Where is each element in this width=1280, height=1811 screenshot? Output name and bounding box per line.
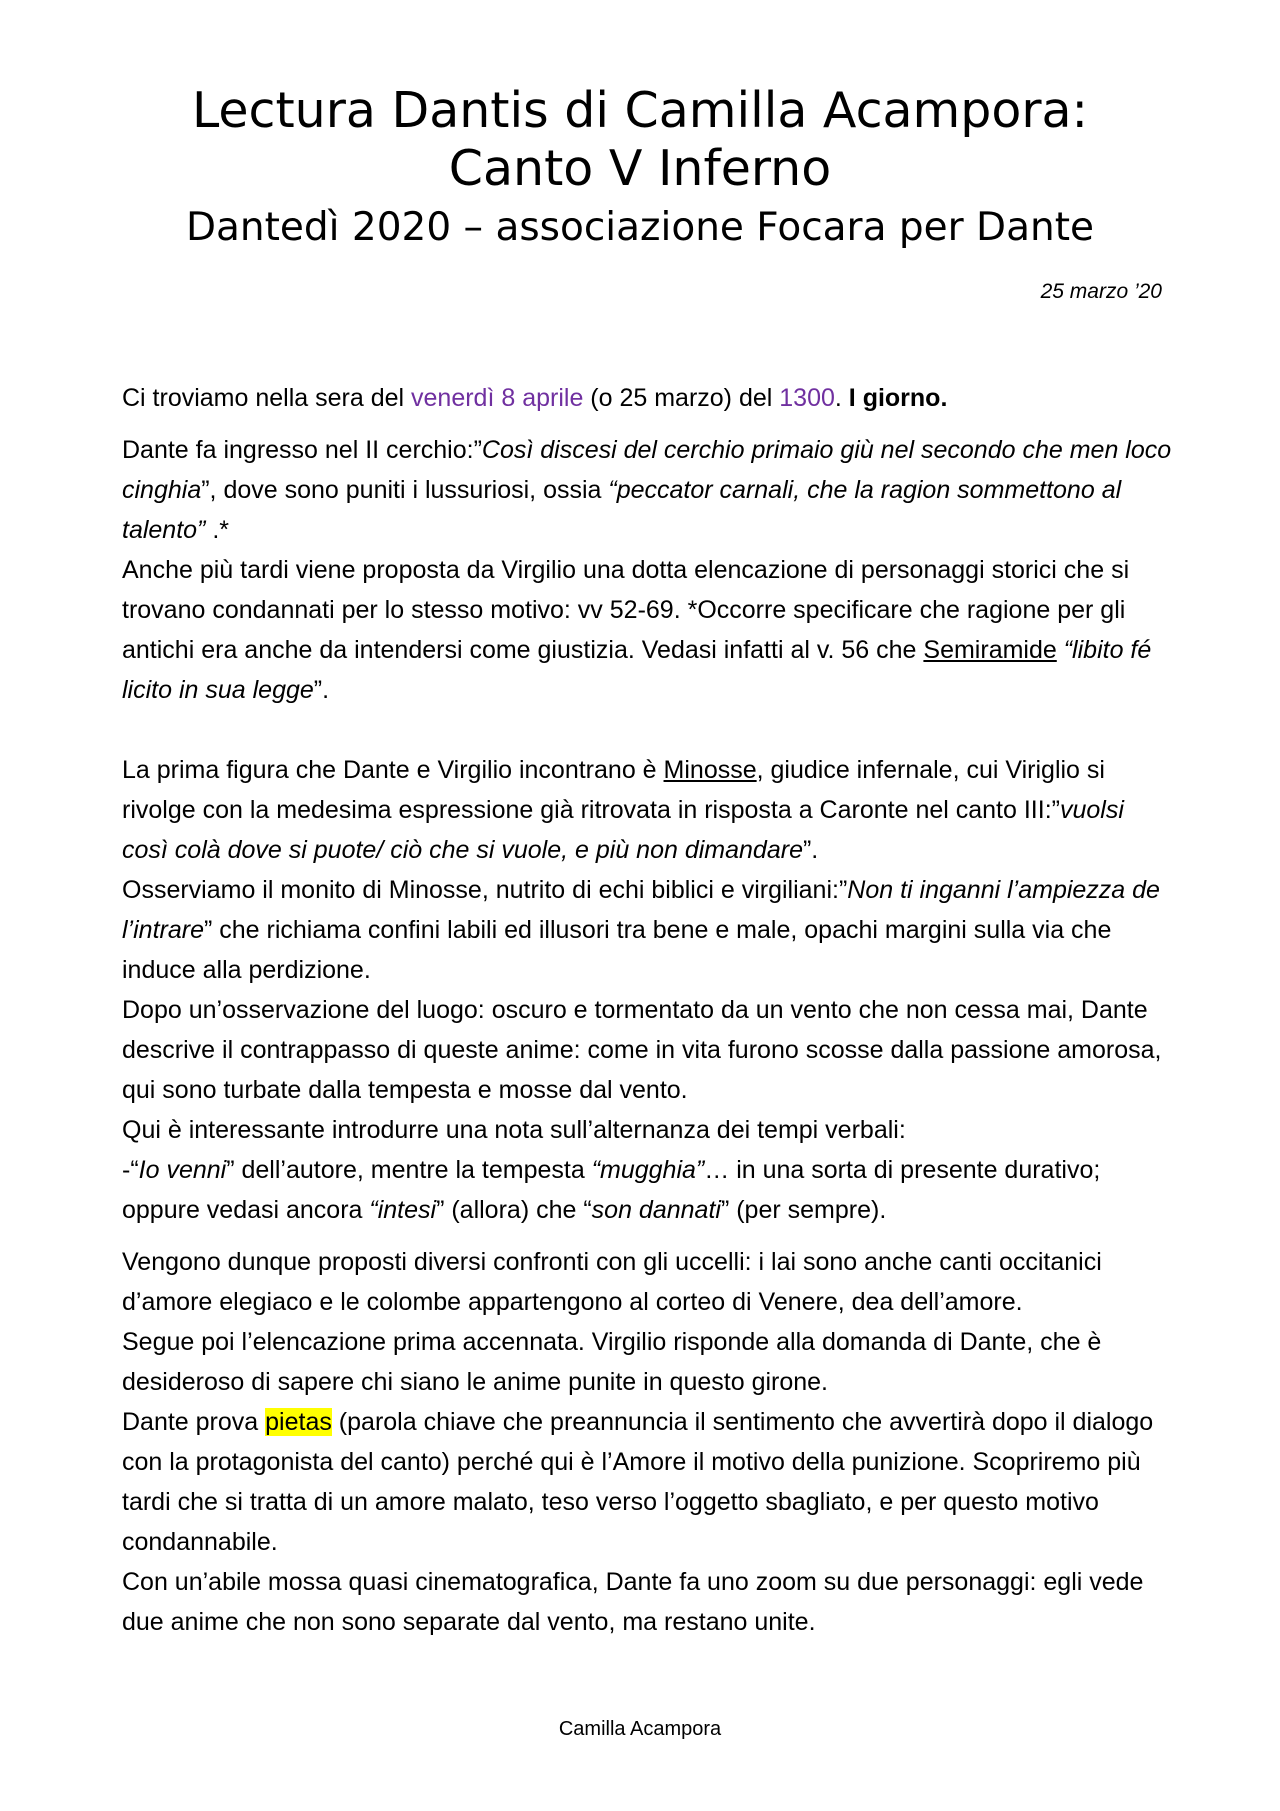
text: (o 25 marzo) del [583,384,780,412]
quote: “libito fé licito in sua legge [122,636,1152,704]
text: ”. [802,836,819,864]
paragraph-12: Con un’abile mossa quasi cinematografica, Dante fa uno zoom su due personaggi: egli vede due anime che non sono separate dal vento, ma restano unite. [122,1568,1144,1636]
paragraph-3 [122,550,1172,710]
text: Anche più tardi viene proposta da Virgilio una dotta elencazione di personaggi storici che si trovano condannati per lo stesso motivo: vv 52-69. *Occorre specificare che ragione per gli antichi era anche da intendersi come giustizia. Vedasi infatti al v. 56 che [122,556,1130,664]
page-footer: Camilla Acampora [558,1718,722,1740]
paragraph-10: Segue poi l’elencazione prima accennata. Virgilio risponde alla domanda di Dante, che è desideroso di sapere chi siano le anime punite in questo girone. [122,1328,1102,1396]
year-highlight: 1300 [779,384,835,412]
subtitle: Dantedì 2020 – associazione Focara per Dante [185,205,1094,250]
text: ” (allora) che “ [436,1196,592,1224]
paragraph-11 [122,1402,1172,1562]
text: , giudice infernale, cui Viriglio si rivolge con la medesima espressione già ritrovata in risposta a Caronte nel canto III:” [122,756,1105,824]
quote: vuolsi così colà dove si puote/ ciò che si vuole, e più non dimandare [122,796,1124,864]
paragraph-9: Vengono dunque proposti diversi confronti con gli uccelli: i lai sono anche canti occitanici d’amore elegiaco e le colombe appartengono al corteo di Venere, dea dell’amore. [122,1248,1102,1316]
text: (parola chiave che preannuncia il sentimento che avvertirà dopo il dialogo con la protagonista del canto) perché qui è l’Amore il motivo della punizione. Scopriremo più tardi che si tratta di un amore malato, teso verso l’oggetto sbagliato, e per questo motivo condannabile. [122,1408,1154,1556]
text: Ci troviamo nella sera del [122,384,412,412]
bold-day: I giorno. [848,384,948,412]
underlined-name: Semiramide [923,636,1057,664]
text: ”. [313,676,330,704]
paragraph-5 [122,870,1172,990]
quote: Così discesi del cerchio primaio giù nel secondo che men loco cinghia [122,436,1172,504]
text: ” che richiama confini labili ed illusori tra bene e male, opachi margini sulla via che induce alla perdizione. [122,916,1112,984]
paragraph-6: Dopo un’osservazione del luogo: oscuro e tormentato da un vento che non cessa mai, Dante descrive il contrappasso di queste anime: come in vita furono scosse dalla passione amorosa, qui sono turbate dalla tempesta e mosse dal vento. [122,996,1162,1104]
paragraph-2 [122,430,1172,550]
quote: “intesi [369,1196,437,1224]
date-highlight: venerdì 8 aprile [411,384,584,412]
quote: “mugghia” [591,1156,705,1184]
text: ” (per sempre). [720,1196,887,1224]
paragraph-1 [122,378,1172,418]
title-line-1: Lectura Dantis di Camilla Acampora: [191,82,1089,139]
text: ” dell’autore, mentre la tempesta [226,1156,592,1184]
text: Dante prova [122,1408,266,1436]
paragraph-7: Qui è interessante introdurre una nota sull’alternanza dei tempi verbali: [122,1116,906,1144]
text: … in una sorta di presente durativo; oppure vedasi ancora [122,1156,1101,1224]
paragraph-8 [122,1150,1172,1230]
text: .* [205,516,230,544]
title-line-2: Canto V Inferno [448,140,832,197]
quote: Io venni [138,1156,227,1184]
document-date: 25 marzo ’20 [1040,280,1162,303]
underlined-name: Minosse [663,756,757,784]
document-body [122,378,1172,1642]
highlighted-word: pietas [265,1408,332,1436]
text [1057,636,1064,664]
text: . [834,384,849,412]
quote: Non ti inganni l’ampiezza de l’intrare [122,876,1160,944]
text: La prima figura che Dante e Virgilio incontrano è [122,756,664,784]
text: Dante fa ingresso nel II cerchio:” [122,436,482,464]
paragraph-4 [122,750,1172,870]
quote: son dannati [591,1196,721,1224]
text: ”, dove sono puniti i lussuriosi, ossia [201,476,609,504]
text: Osserviamo il monito di Minosse, nutrito di echi biblici e virgiliani:” [122,876,848,904]
quote: “peccator carnali, che la ragion sommettono al talento” [122,476,1122,544]
text: -“ [122,1156,139,1184]
